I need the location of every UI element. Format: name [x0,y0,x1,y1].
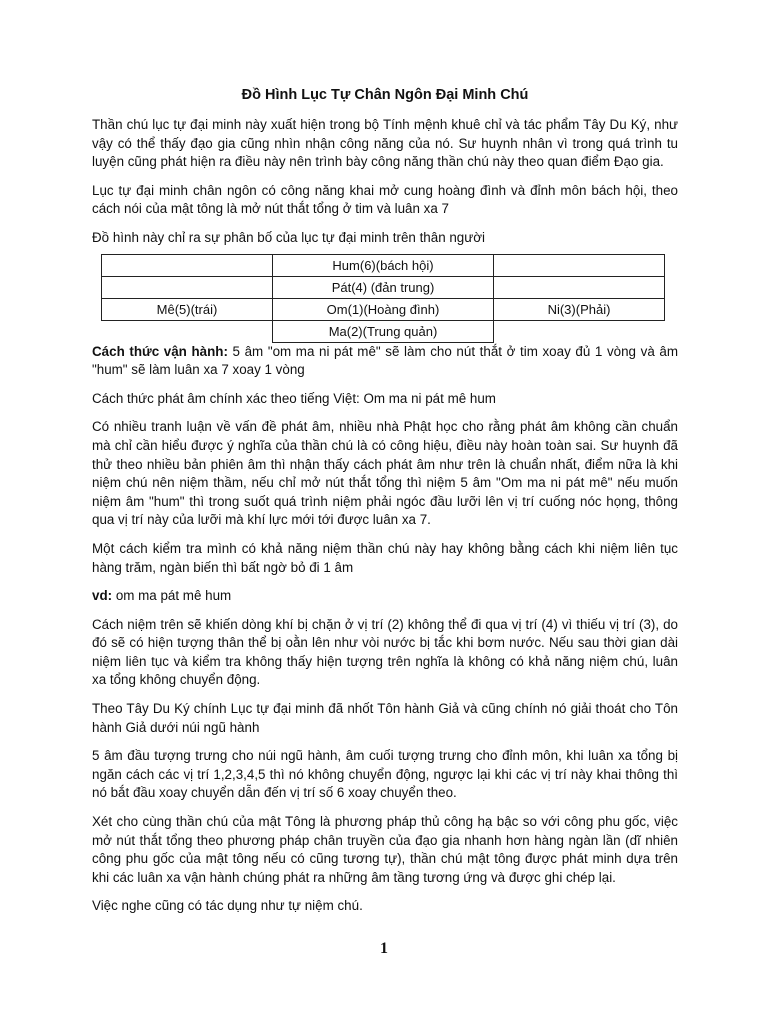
page-title: Đồ Hình Lục Tự Chân Ngôn Đại Minh Chú [241,87,529,103]
paragraph-journey-west: Theo Tây Du Ký chính Lục tự đại minh đã nhốt Tôn hành Giả và cũng chính nó giải thoát cho Tôn hành Giả dưới núi ngũ hành [92,701,678,735]
document-body [92,86,678,926]
diagram-cell-ni: Ni(3)(Phải) [494,298,665,320]
paragraph-diagram-intro: Đồ hình này chỉ ra sự phân bố của lục tự đại minh trên thân người [92,229,485,245]
example-text: om ma pát mê hum [112,588,232,604]
diagram-cell-empty [494,254,665,276]
diagram-cell-hum: Hum(6)(bách hội) [273,254,494,276]
paragraph-debate: Có nhiều tranh luận về vấn đề phát âm, nhiều nhà Phật học cho rằng phát âm không cần chuẩn mà chỉ cần hiểu được ý nghĩa của thần chú là có công hiệu, điều này hoàn toàn sai. Sư huynh đã thử theo nhiều bản phiên âm thì nhận thấy cách phát âm như trên là chuẩn nhất, điểm nữa là khi niệm chú nên niệm thầm, nếu chỉ mở nút thắt tổng thì niệm 5 âm "Om ma ni pát mê" nếu muốn niệm âm "hum" thì trong suốt quá trình niệm phải ngóc đầu lưỡi lên vị trí cuống nóc họng, thông qua vị trí này của lưỡi mà khí lực mới tới được luân xa 7. [92,419,678,528]
diagram-cell-empty [102,276,273,298]
paragraph-function: Lục tự đại minh chân ngôn có công năng khai mở cung hoàng đình và đỉnh môn bách hội, theo cách nói của mật tông là mở nút thắt tổng ở tim và luân xa 7 [92,182,678,217]
diagram-cell-pat: Pát(4) (đản trung) [273,276,494,298]
paragraph-five-sounds: 5 âm đầu tượng trưng cho núi ngũ hành, âm cuối tượng trưng cho đỉnh môn, khi luân xa tổng bị ngăn cách các vị trí 1,2,3,4,5 thì nó không chuyển động, ngược lại khi các vị trí này khai thông thì nó bắt đầu xoay chuyển dẫn đến vị trí số 6 xoay chuyển theo. [92,748,678,801]
paragraph-example [92,587,678,606]
paragraph-pronunciation: Cách thức phát âm chính xác theo tiếng Việt: Om ma ni pát mê hum [92,390,496,406]
paragraph-blockage: Cách niệm trên sẽ khiến dòng khí bị chặn ở vị trí (2) không thể đi qua vị trí (4) vì thiếu vị trí (3), do đó sẽ có hiện tượng thân thể bị oằn lên như vòi nước bị tắc khi bơm nước. Nếu sau thời gian dài niệm liên tục và kiểm tra không thấy hiện tượng trên nghĩa là không có khả năng niệm chú, luân xa tổng không chuyển động. [92,616,678,688]
paragraph-conclusion: Xét cho cùng thần chú của mật Tông là phương pháp thủ công hạ bậc so với công phu gốc, việc mở nút thắt tổng theo phương pháp chân truyền của đạo gia nhanh hơn hàng ngàn lần (dĩ nhiên công phu gốc của mật tông nếu có cũng tương tự), thần chú mật tông được phát minh dựa trên khi các luân xa vận hành chúng phát ra những âm tầng tương ứng và được ghi chép lại. [92,814,678,885]
example-label: vd: [92,588,113,604]
diagram-cell-empty [102,254,273,276]
diagram-cell-me: Mê(5)(trái) [102,298,273,320]
six-syllable-diagram-table [101,254,665,343]
diagram-cell-ma: Ma(2)(Trung quản) [273,320,494,342]
diagram-cell-blank [494,320,665,342]
operation-label: Cách thức vận hành: [92,343,228,359]
paragraph-intro: Thần chú lục tự đại minh này xuất hiện trong bộ Tính mệnh khuê chỉ và tác phẩm Tây Du Ký, như vậy có thể thấy đạo gia cũng nhìn nhận công năng của nó. Sư huynh nhân vì trong quá trình tu luyện cũng phát hiện ra điều này nên trình bày công năng thần chú này theo quan điểm Đạo gia. [92,117,678,170]
diagram-cell-blank [102,320,273,342]
diagram-cell-empty [494,276,665,298]
paragraph-operation [92,343,678,380]
paragraph-test: Một cách kiểm tra mình có khả năng niệm thần chú này hay không bằng cách khi niệm liên tục hàng trăm, ngàn biến thì bất ngờ bỏ đi 1 âm [92,540,678,575]
paragraph-listening: Việc nghe cũng có tác dụng như tự niệm chú. [92,898,363,914]
page-number: 1 [380,940,388,957]
diagram-cell-om: Om(1)(Hoàng đình) [273,298,494,320]
operation-text: 5 âm "om ma ni pát mê" sẽ làm cho nút thắt ở tim xoay đủ 1 vòng và âm "hum" sẽ làm luân xa 7 xoay 1 vòng [92,343,678,378]
